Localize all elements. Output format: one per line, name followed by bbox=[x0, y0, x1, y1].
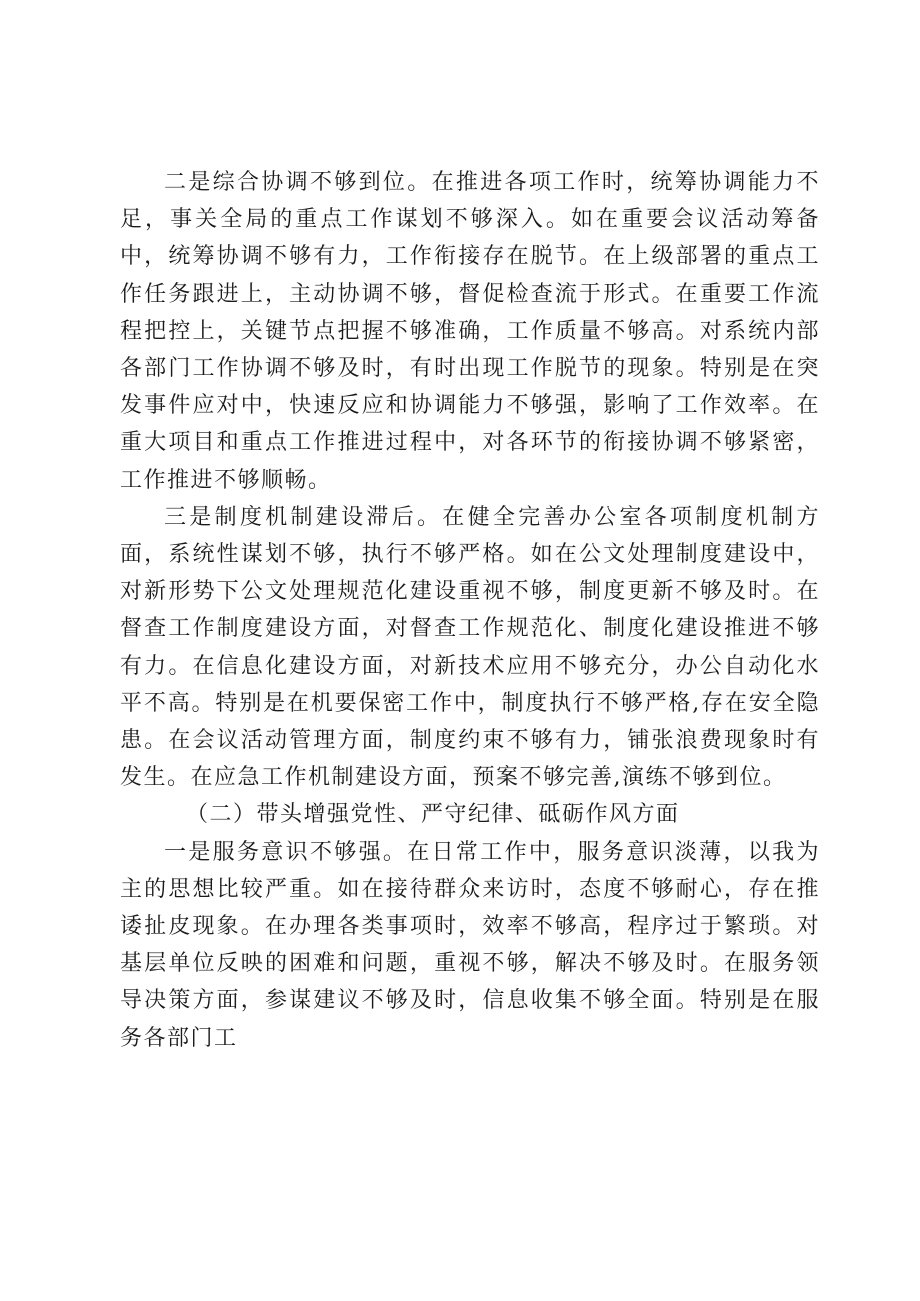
section-heading: （二）带头增强党性、严守纪律、砥砺作风方面 bbox=[186, 802, 680, 828]
paragraph-coordination: 二是综合协调不够到位。在推进各项工作时，统筹协调能力不足，事关全局的重点工作谋划不够深入。如在重要会议活动筹备中，统筹协调不够有力，工作衔接存在脱节。在上级部署的重点工作任务跟进上，主动协调不够，督促检查流于形式。在重要工作流程把控上，关键节点把握不够准确，工作质量不够高。对系统内部各部门工作协调不够及时，有时出现工作脱节的现象。特别是在突发事件应对中，快速反应和协调能力不够强，影响了工作效率。在重大项目和重点工作推进过程中，对各环节的衔接协调不够紧密，工作推进不够顺畅。 bbox=[120, 170, 820, 493]
paragraph-institutions: 三是制度机制建设滞后。在健全完善办公室各项制度机制方面，系统性谋划不够，执行不够严格。如在公文处理制度建设中，对新形势下公文处理规范化建设重视不够，制度更新不够及时。在督查工作制度建设方面，对督查工作规范化、制度化建设推进不够有力。在信息化建设方面，对新技术应用不够充分，办公自动化水平不高。特别是在机要保密工作中，制度执行不够严格,存在安全隐患。在会议活动管理方面，制度约束不够有力，铺张浪费现象时有发生。在应急工作机制建设方面，预案不够完善,演练不够到位。 bbox=[120, 504, 820, 791]
paragraph-service: 一是服务意识不够强。在日常工作中，服务意识淡薄，以我为主的思想比较严重。如在接待群众来访时，态度不够耐心，存在推诿扯皮现象。在办理各类事项时，效率不够高，程序过于繁琐。对基层单位反映的困难和问题，重视不够，解决不够及时。在服务领导决策方面，参谋建议不够及时，信息收集不够全面。特别是在服务各部门工 bbox=[120, 839, 820, 1051]
document-body bbox=[120, 164, 820, 1057]
